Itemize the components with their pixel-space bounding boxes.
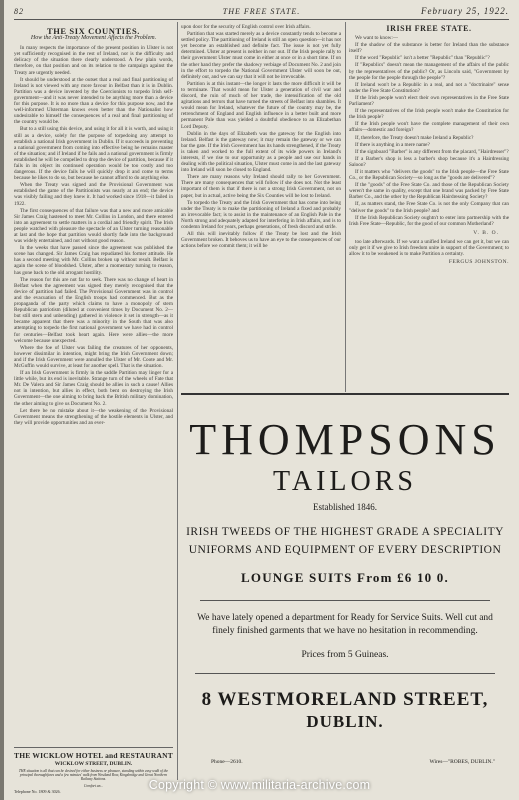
article-paragraph: We want to know:— bbox=[355, 35, 398, 42]
wicklow-telephone: Telephone No. 1809 & 3026. bbox=[14, 788, 61, 794]
article-title: THE SIX COUNTIES. bbox=[46, 26, 141, 36]
article-paragraph: If it matters who "delivers the goods" to the Irish people—the Free State Co., or the Republican Society—so long as the "goods are delivered"? bbox=[349, 168, 509, 182]
article-paragraph: If "Republics" doesn't mean the management of the affairs of the public by the representatives of the public? Or, as Lincoln said, "Government by the people for the people through the people"? bbox=[349, 62, 509, 81]
ad-address: 8 WESTMORELAND STREET, bbox=[201, 689, 489, 710]
article-paragraph: If the representatives of the Irish people won't make the Constitution for the Irish people? bbox=[349, 108, 509, 121]
column-divider bbox=[345, 22, 346, 392]
article-paragraph: There are many reasons why Ireland should rally to her Government. There are many consequences that will follow if she does not. Not the least important of them is that if there is not a strong Irish Government, not on paper, but in actual, active being the Six Counties will be lost to Ireland. bbox=[181, 174, 341, 199]
article-paragraph: If Ireland won't be a Republic in a real, and not a "doctrinaire" sense under the Free State Constitution? bbox=[349, 81, 509, 94]
copyright-watermark: Copyright © www.militaria-archive.com bbox=[148, 778, 371, 792]
article-paragraph: Dublin in the days of Elizabeth was the gateway for the English into Ireland. Belfast is the gateway now; it may remain the gateway or we can bar the gate. If the Irish Government has its hands strengthened, if the Treaty is taken and worked to the full extent of its wide powers in Ireland's interests, if we rise to our opportunity as a people and use our hands in dealing with the political situation, Ulster must come in and the last gateway into Ireland will soon be closed to England. bbox=[181, 130, 341, 174]
ad-lounge-suits: LOUNGE SUITS From £6 10 0. bbox=[241, 570, 449, 585]
six-counties-article bbox=[14, 26, 173, 742]
article-paragraph: In many respects the importance of the present position in Ulster is not yet sufficiently recognised in the rest of Ireland, nor is the difficulty and delicacy of the situation there clearly understood. A few plain words, therefore, on that position and on its relation to the campaign against the Treaty are urgently needed. bbox=[14, 45, 173, 76]
ad-city: DUBLIN. bbox=[306, 712, 384, 731]
article-paragraph: All this will inevitably follow if the Treaty be lost and the Irish Government broken. It behoves us to have an eye to the consequences of our actions before we commit them; it will be bbox=[181, 231, 341, 250]
column-divider bbox=[177, 22, 178, 780]
ad-phone: Phone—2610. bbox=[211, 759, 243, 765]
ad-divider bbox=[195, 673, 495, 674]
ad-tweeds-line: IRISH TWEEDS OF THE HIGHEST GRADE A SPECIALITY bbox=[186, 526, 504, 538]
irish-free-state-article bbox=[349, 24, 509, 390]
wicklow-street: WICKLOW STREET, DUBLIN. bbox=[54, 761, 133, 767]
masthead-title: THE FREE STATE. bbox=[222, 7, 301, 16]
article-paragraph: If the shadow of the substance is better for Ireland than the substance itself? bbox=[349, 42, 509, 55]
signature: V. B. O. bbox=[473, 229, 499, 236]
article-paragraph: If the "goods" of the Free State Co. and those of the Republican Society weren't the same in quality, except that one brand was packed by Free State Barber Co., and the other by the Republican Hairdressing Society? bbox=[349, 182, 509, 201]
article-paragraph: If the Irish Republican Society oughtn't to enter into partnership with the Irish Free State—Republic, for the good of our common Motherland? bbox=[349, 214, 509, 227]
article-paragraph: If a Barber's shop is less a barber's shop because it's a Hairdressing Saloon? bbox=[349, 155, 509, 168]
article-paragraph: Partition is at this instant—the longer it lasts the more difficult it will be to terminate. That would mean for Ulster a generation of civil war and discord, the ruin of much of her trade, the intensification of the old agitations and terrors that have turned the streets of Belfast into shambles. It would mean for Ireland, whatever the future of the country may be, the retrenchment of England and English influence in a better built and more permanent Pale than was yielded a doubtful obedience to an Elizabethan Lord Deputy. bbox=[181, 80, 341, 130]
wicklow-title: THE WICKLOW HOTEL and RESTAURANT bbox=[14, 751, 173, 760]
article-paragraph: The reason for this are not far to seek. There was no change of heart in Belfast when the agreement was signed they merely recognised that the device of partition had failed. The Provisional Government was in control and the evacuation of the English troops had commenced. But as the propaganda of the party which claims to have a monopoly of stern Republican patriotism (diluted at convenient times by Document No. 2—but still stern and unbending) gathered in violence it set in strength—as it became apparent that there was a minority in the South that was also attempting to torpedo the first national government we have had in control for centuries—Belfast took heart again. Here were allies—the more welcome because unexpected. bbox=[14, 276, 173, 344]
article-paragraph: If an Irish Government is firmly in the saddle Partition may linger for a little while, but its end is inevitable. Strange turn of the wheels of Fate that Mr. De Valera and Sir James Craig should be allies in such a cause! Allies not in intention, but allies in effect, both bent on destroying the Irish Government—the one aiming to bring back the British military domination, the other aiming to give us Document No. 2. bbox=[14, 370, 173, 407]
article-paragraph: Let there be no mistake about it—the weakening of the Provisional Government means the strengthening of the hostile elements in Ulster, and they will provide opportunities and an ever- bbox=[14, 407, 173, 426]
six-counties-continued bbox=[181, 24, 341, 390]
article-paragraph: upon door for the security of English control over Irish affairs. bbox=[181, 24, 311, 30]
page-header bbox=[14, 5, 509, 20]
wicklow-description: THE situation is all that can be desired for either business or pleasure, standing within easy walk of the principal thoroughfares and a few minutes' walk from Westland Row, Kingsbridge and Great Northern Railway Stations. bbox=[18, 769, 169, 782]
ad-company-name: THOMPSONS bbox=[189, 415, 501, 464]
ad-department-text: We have lately opened a department for Ready for Service Suits. Well cut and finely finished garments that we have no hesitation in recommending. bbox=[197, 613, 493, 636]
article-paragraph: If the word "Republic" isn't a better "Republic" than "Republic"? bbox=[355, 55, 490, 62]
issue-date: February 25, 1922. bbox=[421, 6, 509, 16]
article-subtitle: How the Anti-Treaty Movement Affects the Problem. bbox=[30, 35, 157, 42]
article-paragraph: It should be understood at the outset that a real and final partitioning of Ireland is not viewed with any more favour in Belfast than it is in Dublin. Partition was a device invented by the Coercionists to torpedo Irish self-government—and it was never intended to be anything more than a device for this purpose. It is no more than a device for this purpose now, and the well-informed Ulsterman knows even better than the Nationalist how undesirable to himself the consequences of a real and final partitioning of the country would be. bbox=[14, 76, 173, 126]
ad-prices: Prices from 5 Guineas. bbox=[301, 650, 389, 660]
article-paragraph: If the Irish people won't have the complete management of their own affairs—domestic and foreign? bbox=[349, 121, 509, 134]
article-paragraph: too late afterwards. If we want a unified Ireland we can get it, but we can only get it if we give to Irish freedom unite in support of the Government; to allow it to be weakened is to make Partition a certainty. bbox=[349, 238, 509, 258]
article-paragraph: If, therefore, the Treaty doesn't make Ireland a Republic? bbox=[355, 134, 474, 141]
thompsons-advertisement bbox=[181, 393, 509, 783]
ad-divider bbox=[200, 600, 490, 601]
article-paragraph: Partition that was started merely as a device constantly tends to become a settled policy. The partitioning of Ireland is still an open question—it has not yet become an established and definite fact. The issue is not yet fully determined. Ulster at present is neither in nor out. If the Irish people rally to their government Ulster must come in either at once or in a short time. If on the other hand they prefer the shadowy verbiage of Document No. 2 and join in the effort to torpedo the National Government Ulster will soon be out, definitely out, and we can say that it will not be irrevocable. bbox=[181, 31, 341, 80]
article-paragraph: If there is anything in a mere name? bbox=[355, 141, 430, 148]
article-paragraph: When the Treaty was signed and the Provisional Government was established the game of the Partitionists was nearly at an end; the device was visibly failing and they knew it. It had worked since 1918—it failed in 1922. bbox=[14, 182, 173, 207]
article-paragraph: To torpedo the Treaty and the Irish Government that has come into being under the Treaty is to make the partitioning of Ireland a fixed and probably an irrevocable fact; is to assist in the maintenance of an English Pale in the North strong and adequately adapted for interfering in Irish affairs, and is to condemn Ireland for years, perhaps generations, of fresh discord and strife. bbox=[181, 199, 341, 230]
article-paragraph: The first consequences of that failure was that a new and more amicable Sir James Craig hastened to meet Mr. Collins in London, and there entered into an agreement to settle matters in a cordial and friendly spirit. The Irish people watched with pleasure the spectacle of an Ulster turning reasonable at last and the hope that partition would shortly fade into the background was widely entertained, and not without good reason. bbox=[14, 207, 173, 245]
ad-tailors-heading: TAILORS bbox=[273, 466, 417, 497]
article-paragraph: Where the foe of Ulster was failing the creatures of her opponents, however dissimilar in intention, might bring the Irish Government down; and if the Irish Government were annulled the Ulster of Mr. Coote and Mr. McGuffin would survive, at least for another spell. That is the situation. bbox=[14, 344, 173, 369]
article-paragraph: In the weeks that have passed since the agreement was published the scene has changed. Sir James Craig has repudiated his former attitude. He has a second meeting with Mr. Collins broken up without result. Belfast is again the scene of bloodshed. Ulster, after a momentary turning to reason, has gone back to the old arrogant hostility. bbox=[14, 245, 173, 276]
page-number: 82 bbox=[14, 7, 24, 16]
ad-uniforms-line: UNIFORMS AND EQUIPMENT OF EVERY DESCRIPTION bbox=[188, 544, 502, 556]
article-paragraph: But to a still using this device, and using it for all it is worth, and using it still as a device, solely for the purpose of torpedoing any attempt to establish a national Irish government in Dublin. If it succeeds in preventing a national government from coming into effective being he remains master of the situation; and if Ireland if he fails and a national government is firmly established he will be compelled to drop the device of partition, because if it fails in its object its continued operation would be too costly and too dangerous. If the device fails he will quickly drop it and come to terms because he likes to do so, but because he cannot afford to do anything else. bbox=[14, 126, 173, 182]
article-title: IRISH FREE STATE. bbox=[386, 24, 472, 33]
article-paragraph: If the signboard "Barber" is any different from the placard, "Hairdresser"? bbox=[355, 148, 509, 155]
ad-established: Established 1846. bbox=[313, 502, 377, 512]
ad-wires: Wires—"ROBES, DUBLIN." bbox=[429, 759, 495, 765]
article-paragraph: If, as matters stand, the Free State Co. is not the only Company that can "deliver the goods" to the Irish people? and bbox=[349, 201, 509, 214]
article-paragraph: If the Irish people won't elect their own representatives in the Free State Parliament? bbox=[349, 94, 509, 108]
author-name: FERGUS JOHNSTON. bbox=[448, 259, 509, 266]
wicklow-comfort: Comfort an... bbox=[83, 783, 104, 788]
